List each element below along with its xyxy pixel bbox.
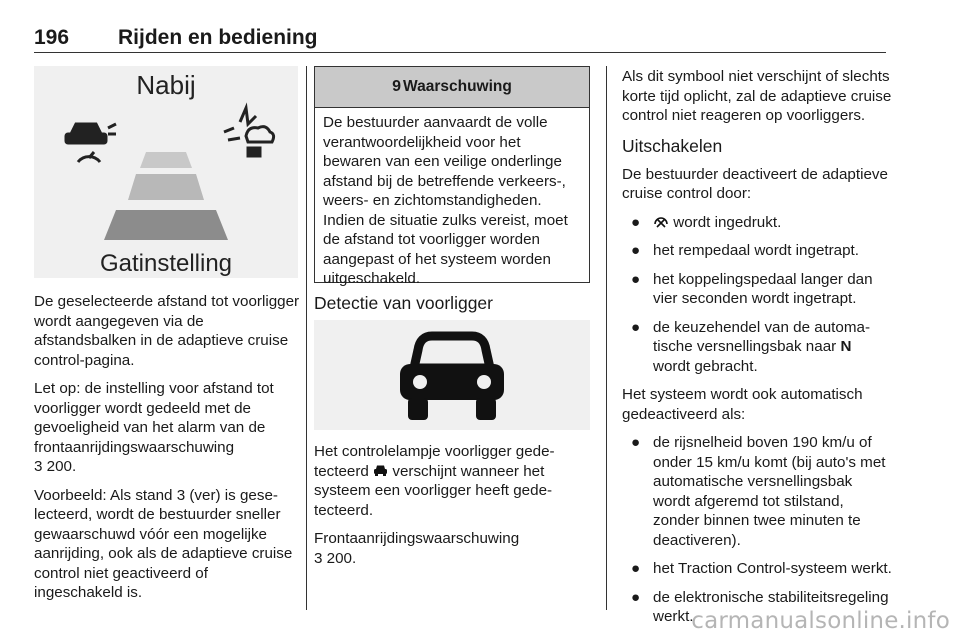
page-reference-link[interactable]: 3 200.: [314, 549, 357, 567]
warning-title: Waarschuwing: [403, 78, 512, 95]
list-item: ● wordt ingedrukt.: [631, 213, 782, 231]
gap-bar-small: [140, 152, 192, 168]
warning-header: [315, 67, 589, 108]
column-1-text: [34, 292, 300, 612]
auto-deactivation-list: [622, 433, 892, 627]
paragraph: De geselecteerde afstand tot voorligger wordt aangegeven via de afstandsbalken in de adaptieve cruise control-pagina.: [34, 293, 300, 369]
page-reference-link[interactable]: 3 200.: [34, 458, 77, 475]
paragraph: Let op: de instelling voor afstand tot voorligger wordt gedeeld met de gevoeligheid van het alarm van de frontaanrijdingswaarschuwing 3 200.: [34, 380, 274, 475]
list-item: ● de elektronische stabiliteitsregeling werkt.: [631, 588, 889, 625]
car-indicator-icon: [373, 464, 388, 477]
warning-box: [314, 66, 590, 287]
watermark: carmanualsonline.info: [691, 608, 950, 634]
gap-bar-medium: [128, 174, 204, 200]
paragraph: Voorbeeld: Als stand 3 (ver) is geselecteerd, wordt de bestuurder sneller gewaarschuwd vóór een mogelijke aanrijding, ook als de adaptieve cruise control niet geactiveerd of ingeschakeld is.: [34, 486, 293, 601]
deactivation-list: [622, 213, 892, 377]
list-item: ● de rijsnelheid boven 190 km/u of onder 15 km/u komt (bij auto's met automatische versnellingsbak wordt afgeremd tot stilstand, zonder binnen twee minuten te deactiveren).: [631, 434, 886, 549]
list-item: ● het rempedaal wordt ingetrapt.: [631, 242, 859, 259]
column-divider-left: [306, 66, 307, 610]
warning-text: De bestuurder aanvaardt de volle verantwoordelijkheid voor het bewaren van een veilige onderlinge afstand bij de betreffende verkeers-, weers- en zichtomstandigheden. Indien de situatie zulks vereist, moet de afstand tot voorligger worden aangepast of het systeem worden uitgeschakeld.: [323, 114, 568, 287]
car-front-illustration: [314, 320, 590, 430]
paragraph: Als dit symbool niet verschijnt of slechts korte tijd oplicht, zal de adaptieve cruise control niet reageren op voorliggers.: [622, 68, 892, 124]
illustration-bottom-label: Gatinstelling: [99, 250, 233, 277]
chapter-title: Rijden en bediening: [118, 26, 318, 49]
page-number: 196: [34, 26, 70, 49]
section-heading-detection: Detectie van voorligger: [314, 293, 493, 313]
gear-position-n: N: [840, 338, 852, 355]
illustration-top-label: Nabij: [136, 70, 196, 100]
gap-bar-large: [104, 210, 228, 240]
weather-warning-icon: [224, 108, 274, 156]
car-front-icon: [400, 336, 504, 420]
paragraph: Frontaanrijdingswaarschuwing 3 200.: [314, 530, 520, 567]
list-item: ● het Traction Control-systeem werkt.: [631, 560, 892, 577]
warning-triangle-icon: 9: [392, 78, 402, 95]
column-2-text: [314, 442, 590, 577]
list-item: ● het koppelingspedaal langer dan vier seconden wordt ingetrapt.: [631, 270, 873, 307]
paragraph: Het systeem wordt ook automatisch gedeactiveerd als:: [622, 386, 863, 423]
section-heading-switch-off: Uitschakelen: [622, 135, 723, 156]
paragraph: Het controlelampje voorligger gedetecteerd verschijnt wanneer het systeem een voorligger heeft gedetecteerd.: [314, 443, 555, 519]
car-gauge-icon: [66, 124, 116, 162]
column-divider-right: [606, 66, 607, 610]
column-3-text: [622, 67, 892, 636]
cruise-cancel-icon: [653, 216, 669, 228]
list-item: ● de keuzehendel van de automatische versnellingsbak naar N wordt gebracht.: [631, 318, 871, 375]
distance-gap-illustration: [34, 66, 298, 278]
paragraph: De bestuurder deactiveert de adaptieve cruise control door:: [622, 165, 888, 202]
page-header: [34, 26, 886, 50]
header-rule: [34, 52, 886, 53]
